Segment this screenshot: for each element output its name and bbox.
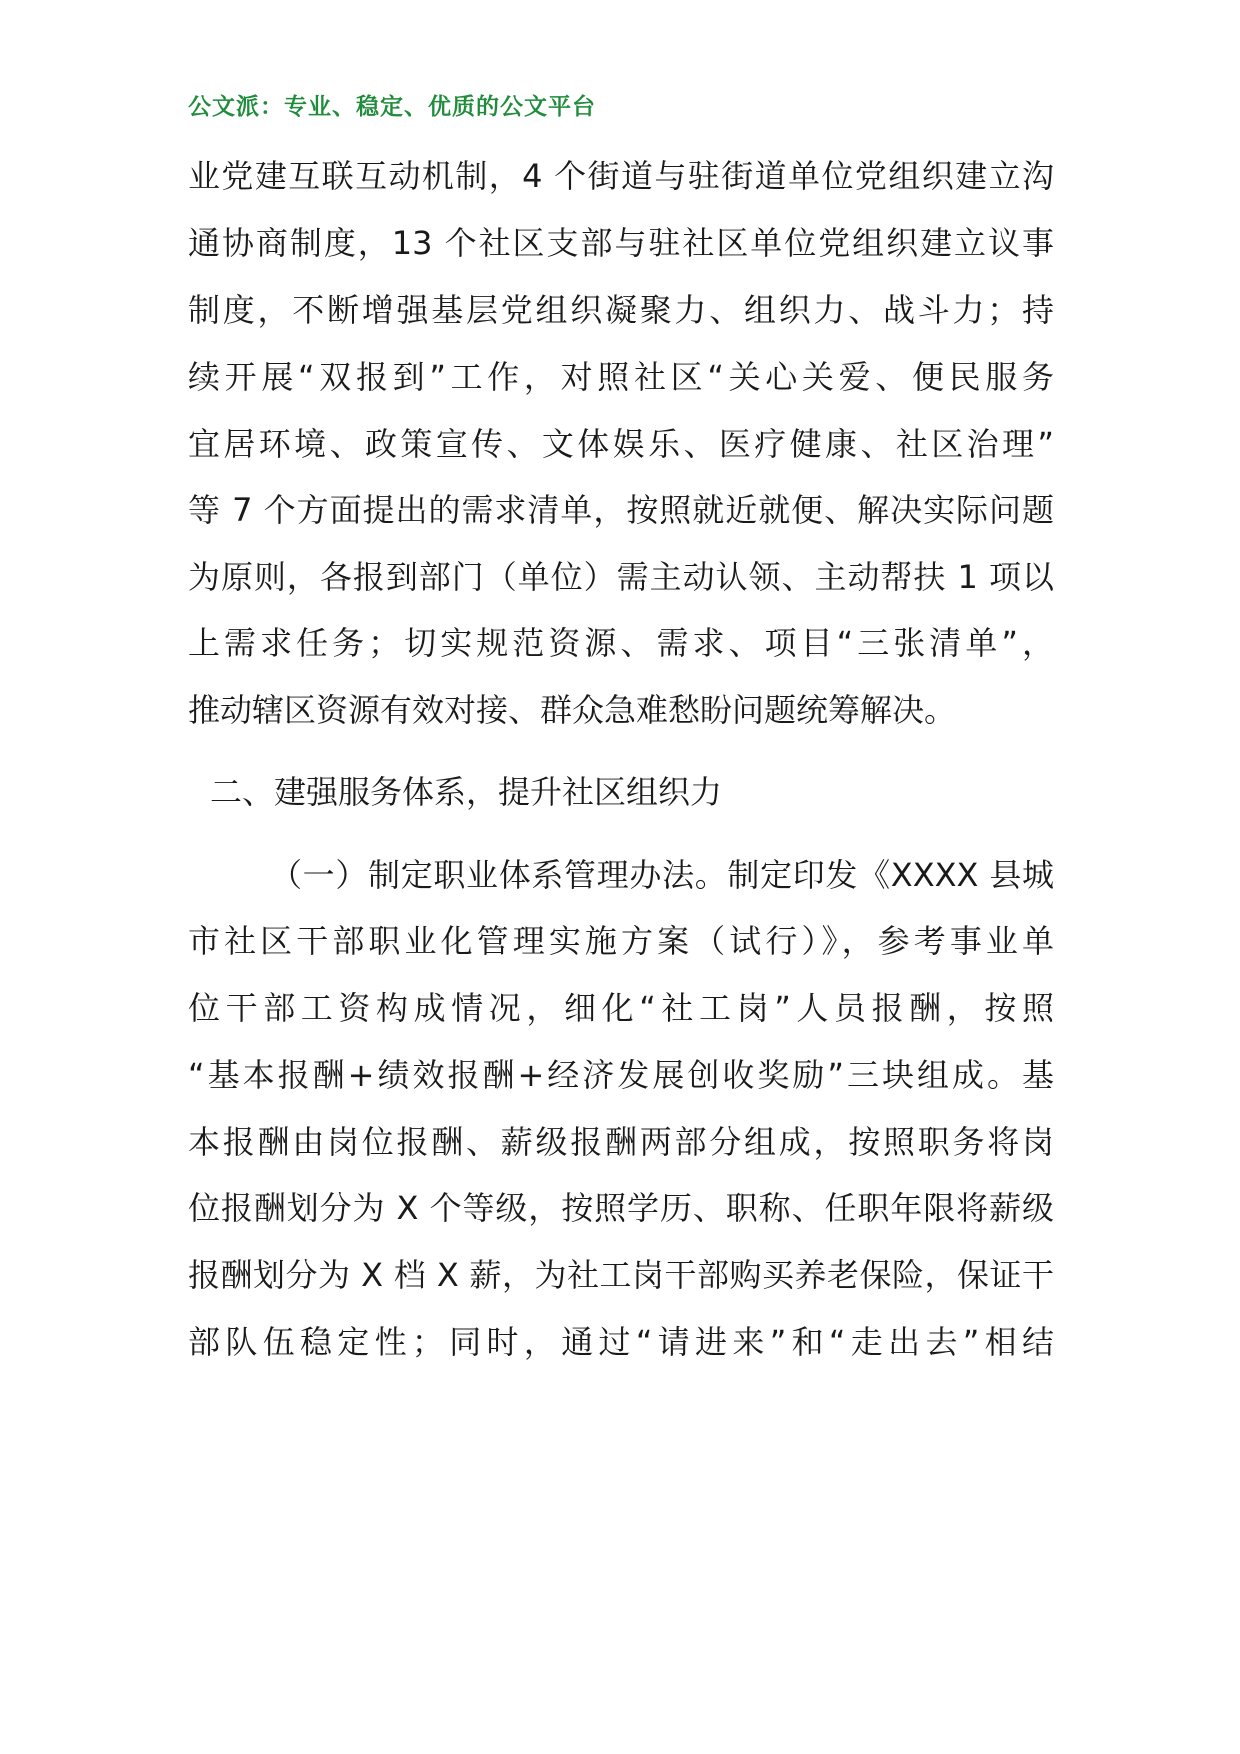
paragraph-line: 等 7 个方面提出的需求清单，按照就近就便、解决实际问题 [188,491,1054,529]
paragraph-line: 宜居环境、政策宣传、文体娱乐、医疗健康、社区治理” [188,425,1054,463]
paragraph-line: 报酬划分为 X 档 X 薪，为社工岗干部购买养老保险，保证干 [188,1256,1054,1294]
paragraph-line: 上需求任务；切实规范资源、需求、项目“三张清单”， [188,624,1054,662]
paragraph-line: 通协商制度，13 个社区支部与驻社区单位党组织建立议事 [188,224,1054,262]
paragraph-line: 部队伍稳定性；同时，通过“请进来”和“走出去”相结 [188,1323,1054,1361]
paragraph-line: 制度，不断增强基层党组织凝聚力、组织力、战斗力；持 [188,291,1054,329]
site-banner: 公文派：专业、稳定、优质的公文平台 [188,94,596,120]
paragraph-line: （一）制定职业体系管理办法。制定印发《XXXX 县城 [270,856,1054,894]
paragraph-line: 位报酬划分为 X 个等级，按照学历、职称、任职年限将薪级 [188,1189,1054,1227]
paragraph-line: 为原则，各报到部门（单位）需主动认领、主动帮扶 1 项以 [188,558,1054,596]
paragraph-line: 推动辖区资源有效对接、群众急难愁盼问题统筹解决。 [188,691,957,729]
paragraph-line: 业党建互联互动机制，4 个街道与驻街道单位党组织建立沟 [188,157,1054,195]
paragraph-line: 续开展“双报到”工作，对照社区“关心关爱、便民服务 [188,358,1054,396]
paragraph-line: 位干部工资构成情况，细化“社工岗”人员报酬，按照 [188,989,1054,1027]
paragraph-line: 市社区干部职业化管理实施方案（试行）》，参考事业单 [188,922,1054,960]
paragraph-line: 本报酬由岗位报酬、薪级报酬两部分组成，按照职务将岗 [188,1123,1054,1161]
paragraph-line: “基本报酬+绩效报酬+经济发展创收奖励”三块组成。基 [188,1056,1054,1094]
section-heading: 二、建强服务体系，提升社区组织力 [210,773,723,811]
